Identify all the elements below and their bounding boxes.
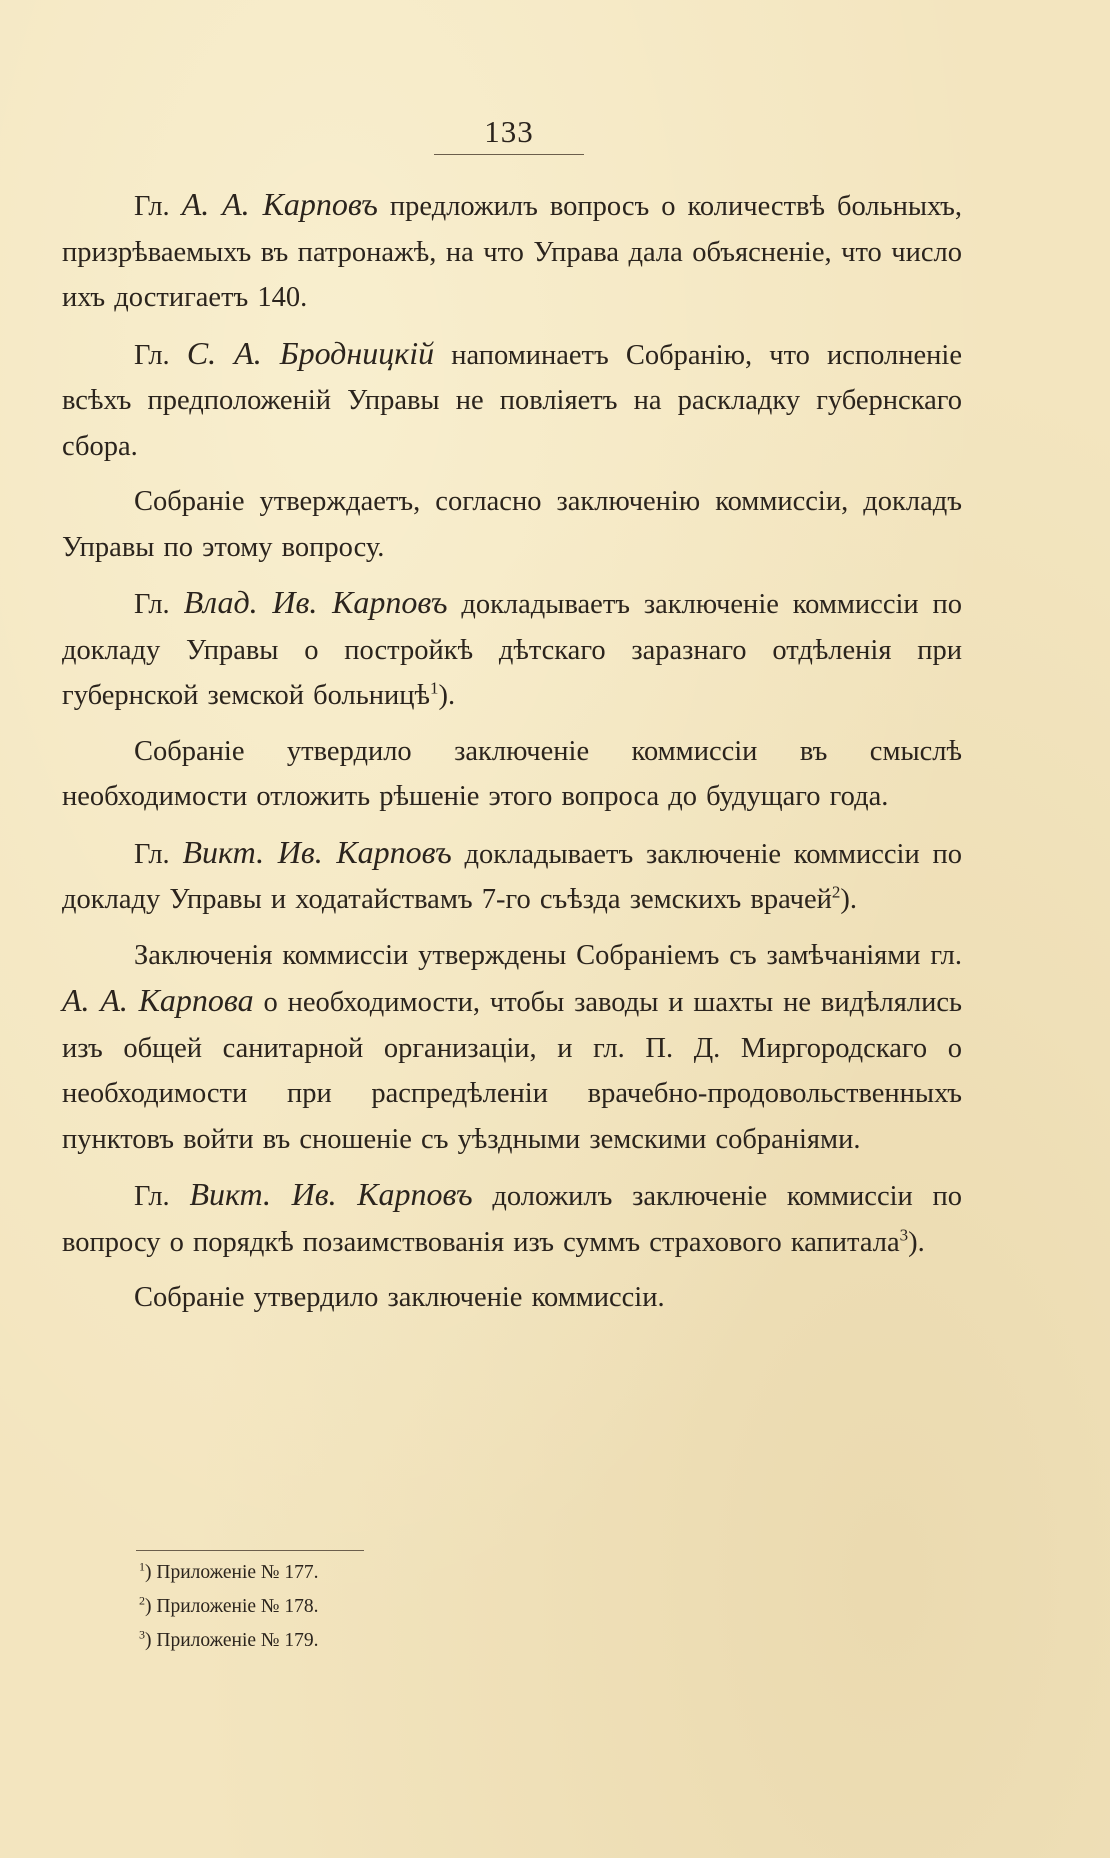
paragraph-doctors-congress: [62, 830, 962, 923]
paragraph-text: Собраніе утвердило заключеніе коммиссіи.: [134, 1282, 665, 1313]
paragraph-postpone-decision: [62, 729, 962, 820]
paragraph-text: Гл.: [134, 589, 184, 620]
paragraph-text: ).: [840, 884, 857, 915]
footnote-text: Приложеніе № 177.: [151, 1562, 319, 1583]
footnote-ref: 1: [429, 678, 439, 698]
footnote-text: Приложеніе № 179.: [151, 1630, 319, 1651]
paragraph-text: Гл.: [134, 339, 187, 371]
footnote-paren: ): [145, 1562, 152, 1583]
footnote-number: 1: [139, 1559, 145, 1574]
footnote-separator: [136, 1550, 364, 1551]
footnote-paren: ): [145, 1630, 152, 1651]
paragraph-text: Гл.: [134, 838, 183, 870]
speaker-name: С. А. Бродницкій: [186, 334, 435, 371]
paragraph-text: Заключенія коммиссіи утверждены Собраніемъ съ замѣчаніями гл.: [134, 939, 962, 971]
footnote-number: 2: [139, 1593, 145, 1608]
paragraph-text: докладываетъ заключеніе коммиссіи по докладу Управы и ходатайствамъ 7-го съѣзда земскихъ врачей: [62, 838, 963, 915]
footnote-paren: ): [145, 1596, 152, 1617]
speaker-name: А. А. Карпова: [62, 982, 254, 1018]
speaker-name: А. А. Карповъ: [181, 186, 378, 222]
paragraph-text: доложилъ заключеніе коммиссіи по вопросу о порядкѣ позаимствованія изъ суммъ страхового капитала: [62, 1181, 963, 1258]
footnote-ref: 3: [899, 1225, 909, 1244]
paragraph-text: о необходимости, чтобы заводы и шахты не видѣлялись изъ общей санитарной организаціи, и гл. П. Д. Миргородскаго о необходимости при распредѣленіи врачебно-продовольственныхъ пунктовъ войти въ сношеніе съ уѣздными земскими собраніями.: [62, 987, 963, 1155]
paragraph-text: предложилъ вопросъ о количествѣ больныхъ, призрѣваемыхъ въ патронажѣ, на что Управа дала объясненіе, что число ихъ достигаетъ 140.: [62, 191, 963, 313]
paragraph-text: Собраніе утверждаетъ, согласно заключенію коммиссіи, докладъ Управы по этому вопросу.: [62, 486, 962, 563]
footnote-number: 3: [139, 1627, 145, 1642]
paragraph-text: Собраніе утвердило заключеніе коммиссіи въ смыслѣ необходимости отложить рѣшеніе этого вопроса до будущаго года.: [62, 735, 962, 812]
footnote-ref: 2: [831, 882, 841, 902]
paragraph-final-approval: [62, 1275, 962, 1321]
paragraph-text: Гл.: [134, 191, 182, 222]
paragraph-text: Гл.: [134, 1181, 190, 1212]
paragraph-karpov-question: [62, 182, 962, 321]
paragraph-insurance-capital: [62, 1172, 962, 1265]
footnote-text: Приложеніе № 178.: [151, 1596, 319, 1617]
paragraph-conclusions-approved: [62, 933, 962, 1163]
footnote: [139, 1624, 639, 1658]
page-number-rule: [434, 154, 584, 155]
footnote: [139, 1556, 639, 1590]
paragraph-childrens-ward: [62, 580, 962, 719]
main-text: [62, 182, 962, 1331]
footnotes: [139, 1556, 639, 1658]
speaker-name: Викт. Ив. Карповъ: [182, 833, 452, 870]
speaker-name: Влад. Ив. Карповъ: [183, 584, 448, 620]
paragraph-text: ).: [438, 680, 456, 711]
paragraph-text: докладываетъ заключеніе коммиссіи по докладу Управы о постройкѣ дѣтскаго заразнаго отдѣленія при губернской земской больницѣ: [62, 589, 963, 711]
footnote: [139, 1590, 639, 1624]
paragraph-assembly-approves-report: [62, 479, 962, 570]
paragraph-brodnitsky: [62, 331, 962, 470]
page-number: 133: [484, 114, 534, 149]
paragraph-text: напоминаетъ Собранію, что исполненіе всѣхъ предположеній Управы не повліяетъ на раскладку губернскаго сбора.: [62, 339, 962, 462]
paragraph-text: ).: [908, 1226, 925, 1258]
speaker-name: Викт. Ив. Карповъ: [189, 1176, 473, 1212]
